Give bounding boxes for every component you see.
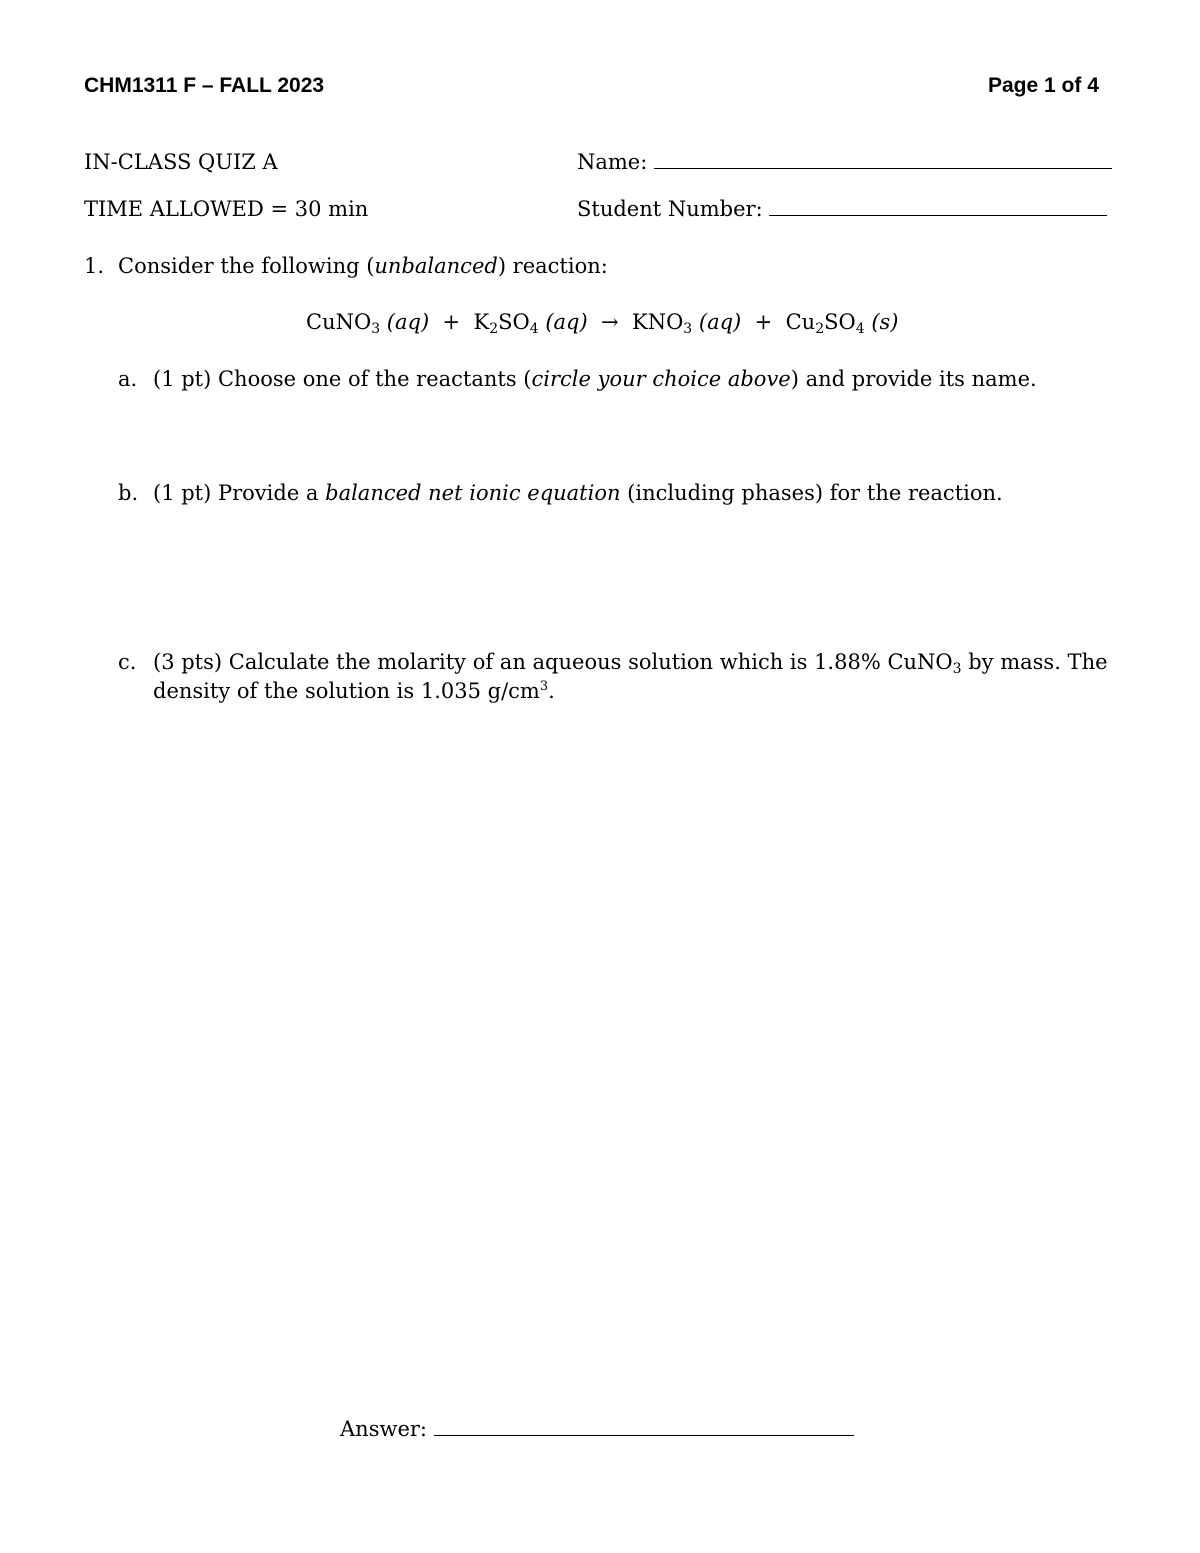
part-b-text: (1 pt) Provide a balanced net ionic equation (including phases) for the reaction.: [153, 481, 1003, 505]
chemical-reaction: CuNO$_3$ $(aq) + K_2SO_4$ $(aq) \to KNO_3$ $(aq) + Cu_2SO_4$ (s): [306, 310, 899, 337]
question-1-number: 1.: [84, 254, 105, 278]
part-c-line-2: density of the solution is 1.035 $g/cm^3$.: [153, 679, 555, 703]
part-c-label: c.: [118, 650, 137, 674]
answer-label: Answer:: [340, 1417, 427, 1441]
answer-blank[interactable]: [434, 1417, 854, 1436]
quiz-title: IN-CLASS QUIZ A: [84, 150, 278, 174]
name-label: Name:: [577, 150, 648, 174]
time-allowed: TIME ALLOWED = 30 min: [84, 197, 369, 221]
course-header: CHM1311 F – FALL 2023: [84, 74, 325, 97]
part-b-label: b.: [118, 481, 139, 505]
name-blank[interactable]: [654, 150, 1112, 169]
page-number: Page 1 of 4: [988, 74, 1099, 97]
student-number-label: Student Number:: [577, 197, 763, 221]
part-c-line-1: (3 pts) Calculate the molarity of an aqueous solution which is 1.88% CuNO$_3$ by mass. The: [153, 650, 1108, 677]
part-a-text: (1 pt) Choose one of the reactants (circle your choice above) and provide its name.: [153, 367, 1037, 391]
answer-field[interactable]: [340, 1417, 854, 1441]
reaction-arrow-icon: →: [601, 310, 619, 334]
name-field[interactable]: [577, 150, 1112, 174]
student-number-blank[interactable]: [769, 197, 1107, 216]
question-1-intro: Consider the following (unbalanced) reaction:: [118, 254, 608, 278]
part-a-label: a.: [118, 367, 138, 391]
student-number-field[interactable]: [577, 197, 1107, 221]
